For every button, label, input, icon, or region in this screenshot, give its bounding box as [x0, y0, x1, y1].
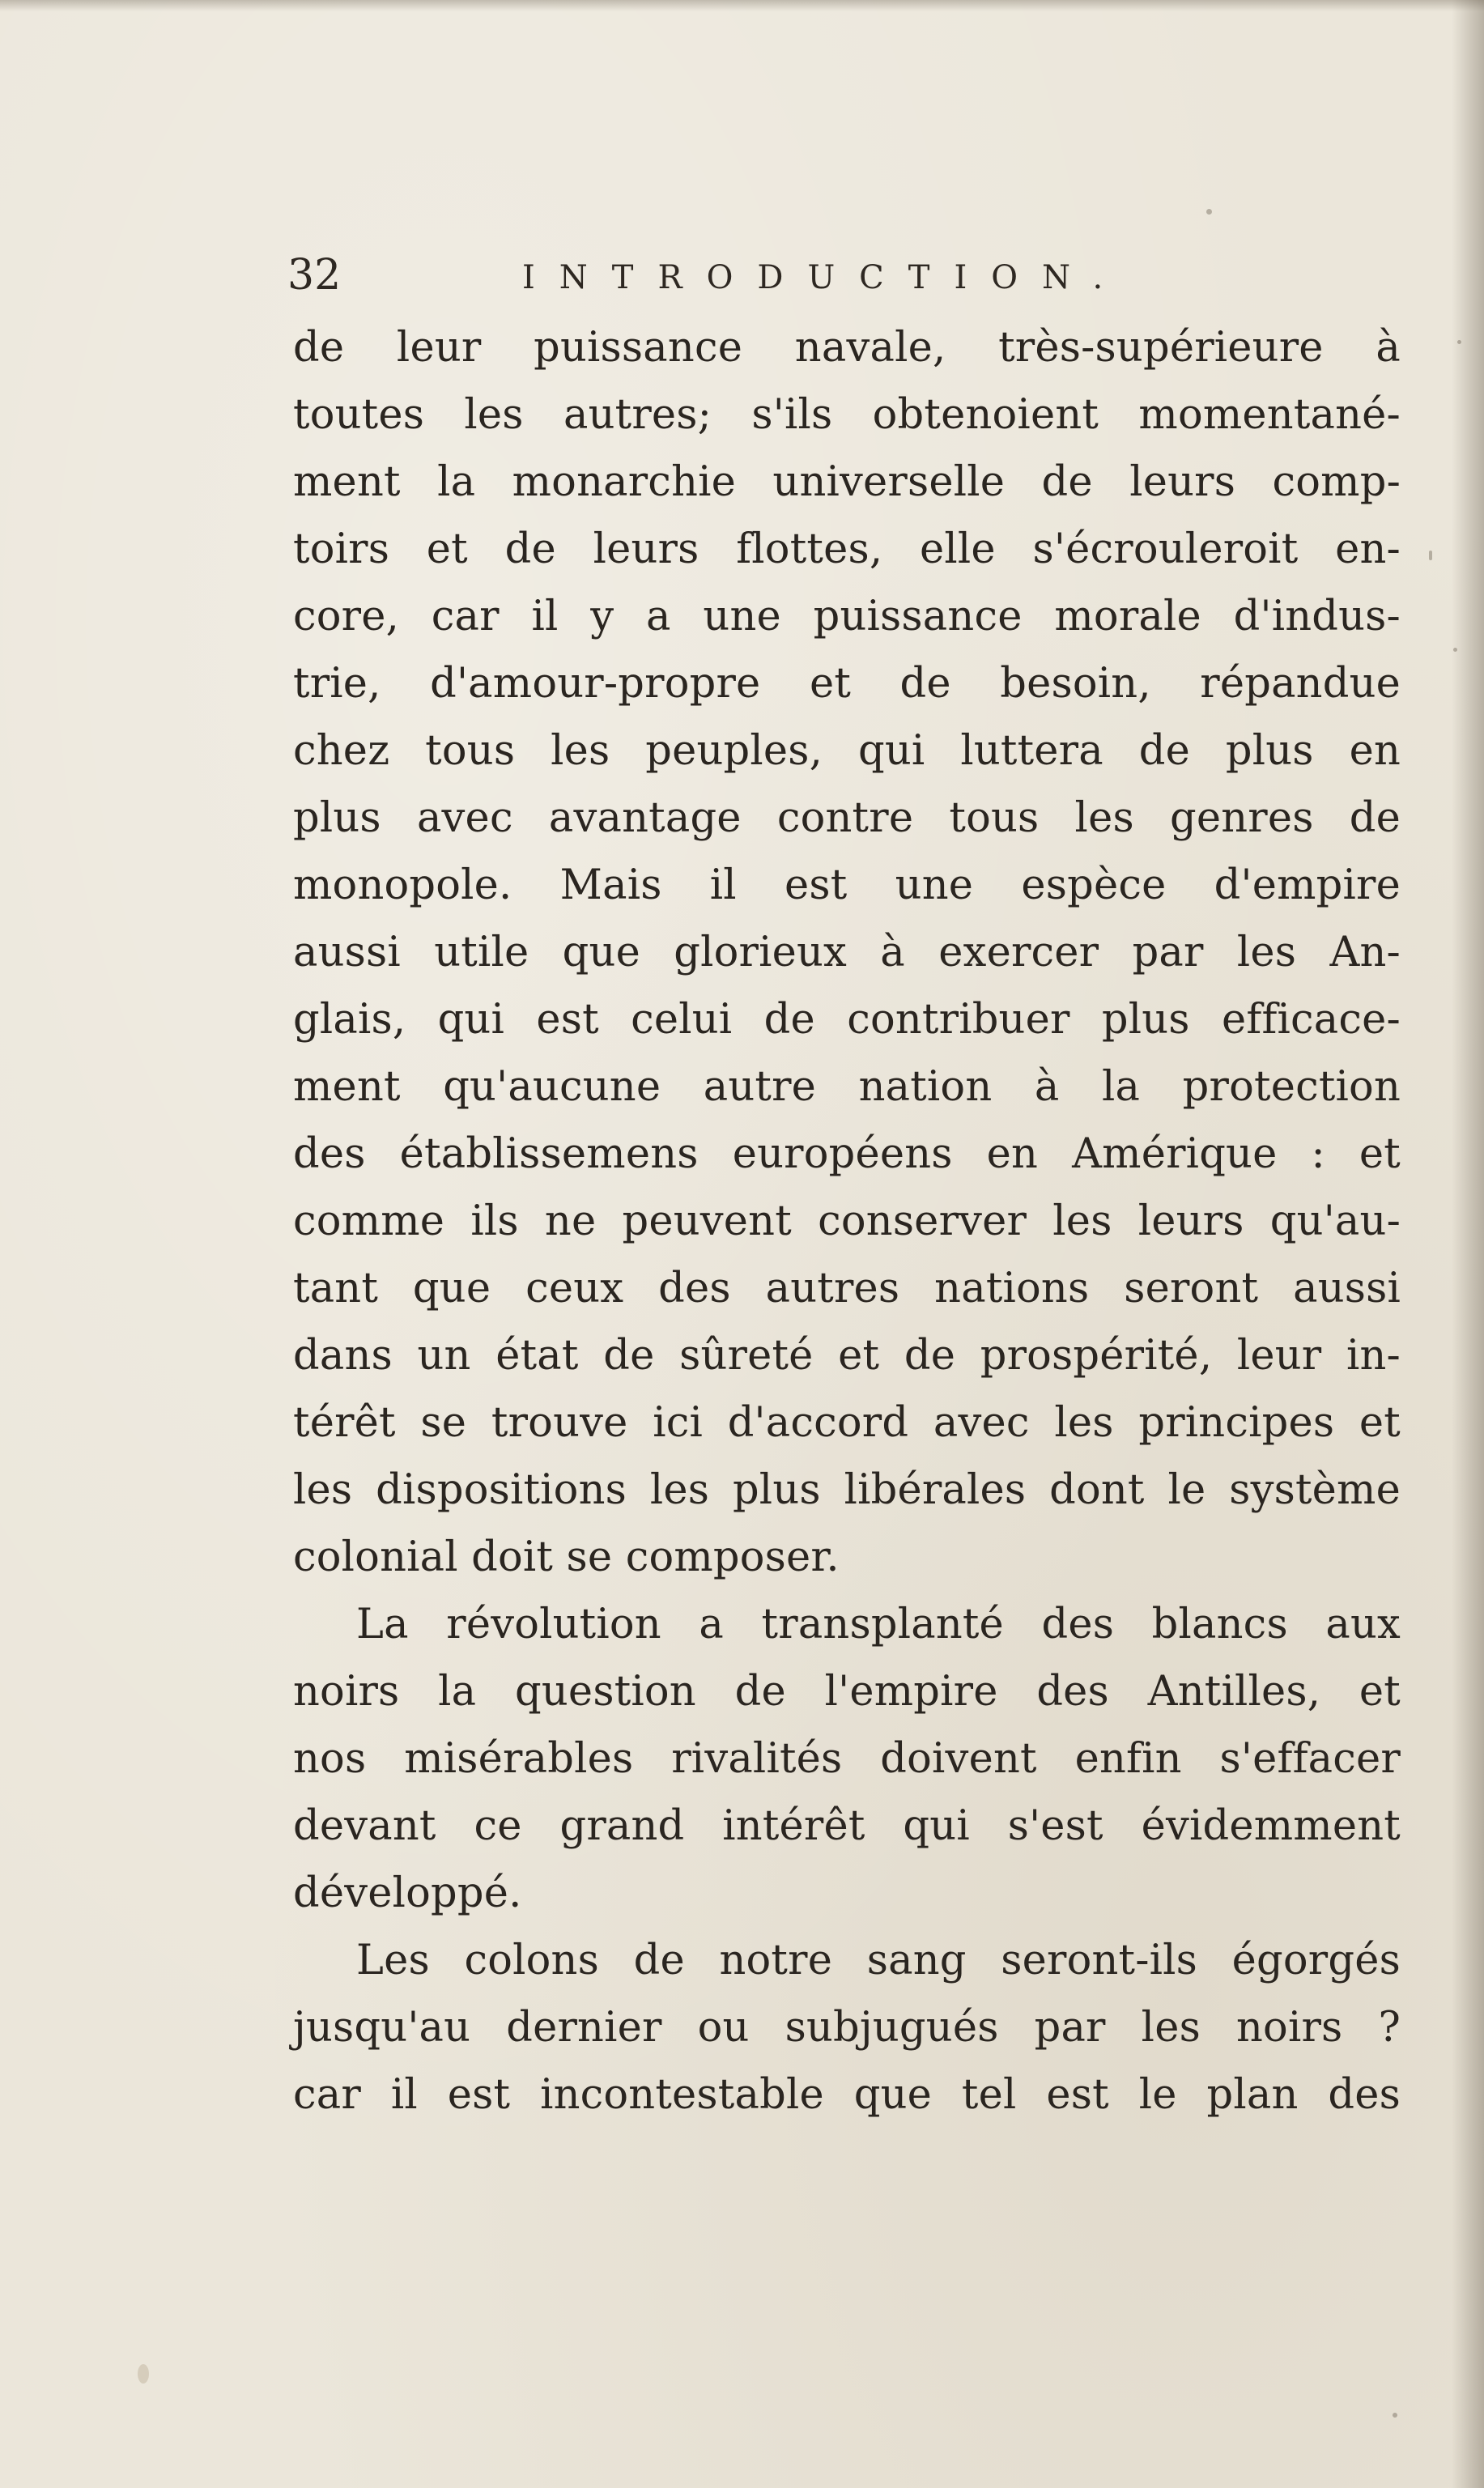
text-line: développé. [293, 1869, 522, 1917]
text-line: chez tous les peuples, qui luttera de plus en [293, 727, 1401, 775]
paper-speck [138, 2364, 149, 2384]
text-line: toutes les autres; s'ils obtenoient momentané- [293, 391, 1401, 439]
text-line: colonial doit se composer. [293, 1533, 840, 1581]
text-line: glais, qui est celui de contribuer plus efficace- [293, 996, 1401, 1044]
text-line: les dispositions les plus libérales dont le système [293, 1466, 1401, 1514]
page-header [287, 247, 1162, 304]
text-line: térêt se trouve ici d'accord avec les principes et [293, 1399, 1401, 1447]
text-line: ment la monarchie universelle de leurs comp- [293, 458, 1401, 506]
text-line: La révolution a transplanté des blancs aux [356, 1601, 1401, 1648]
page-top-shadow [0, 0, 1484, 11]
text-line: ment qu'aucune autre nation à la protection [293, 1063, 1401, 1111]
paper-speck [1429, 551, 1432, 560]
text-line: toirs et de leurs flottes, elle s'écrouleroit en- [293, 525, 1401, 573]
paper-speck [1453, 648, 1457, 652]
text-line: core, car il y a une puissance morale d'indus- [293, 593, 1401, 640]
paper-speck [1206, 209, 1212, 215]
text-line: de leur puissance navale, très-supérieure à [293, 324, 1401, 372]
text-line: dans un état de sûreté et de prospérité, leur in- [293, 1332, 1401, 1380]
text-line: aussi utile que glorieux à exercer par les An- [293, 929, 1401, 976]
running-head: INTRODUCTION. [522, 259, 1128, 296]
text-line: tant que ceux des autres nations seront aussi [293, 1265, 1401, 1312]
text-line: car il est incontestable que tel est le plan des [293, 2071, 1401, 2119]
paper-speck [1393, 2413, 1397, 2418]
paper-speck [1457, 340, 1461, 344]
page-number: 32 [287, 251, 342, 300]
text-line: monopole. Mais il est une espèce d'empire [293, 861, 1401, 909]
text-line: comme ils ne peuvent conserver les leurs qu'au- [293, 1197, 1401, 1245]
text-line: Les colons de notre sang seront-ils égorgés [356, 1937, 1401, 1984]
text-line: trie, d'amour-propre et de besoin, répandue [293, 660, 1401, 708]
text-line: noirs la question de l'empire des Antilles, et [293, 1668, 1401, 1716]
text-line: des établissemens européens en Amérique : et [293, 1130, 1401, 1178]
text-line: plus avec avantage contre tous les genres de [293, 794, 1401, 842]
text-line: nos misérables rivalités doivent enfin s'effacer [293, 1735, 1401, 1783]
body-text [293, 314, 1401, 2129]
page-binding-shadow [1452, 0, 1484, 2488]
text-line: devant ce grand intérêt qui s'est évidemment [293, 1802, 1401, 1850]
text-line: jusqu'au dernier ou subjugués par les noirs ? [293, 2004, 1401, 2052]
